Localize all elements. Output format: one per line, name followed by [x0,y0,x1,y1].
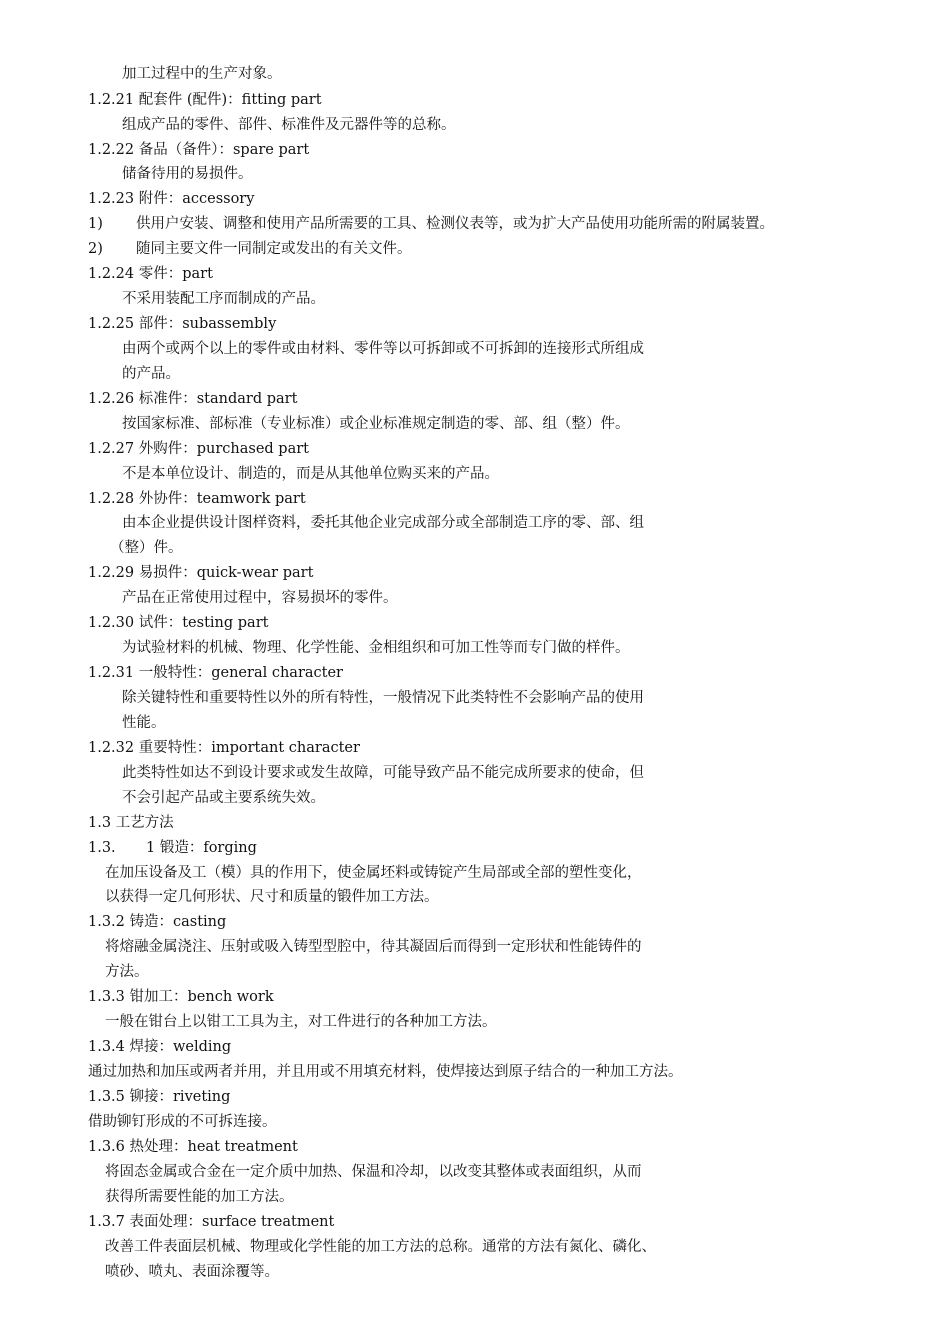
list-item-text: 供用户安装、调整和使用产品所需要的工具、检测仪表等，或为扩大产品使用功能所需的附属装置。 [136,216,774,232]
text-line: 的产品。 [122,366,180,382]
term-heading-text: 1 锻造：forging [146,840,257,856]
term-heading: 1.2.21 配套件 (配件)：fitting part [88,92,322,108]
text-line: 储备待用的易损件。 [122,166,253,182]
text-line: （整）件。 [110,540,183,556]
text-line: 加工过程中的生产对象。 [122,66,282,82]
text-line: 以获得一定几何形状、尺寸和质量的锻件加工方法。 [105,889,439,905]
text-line: 方法。 [105,964,149,980]
list-item-text: 随同主要文件一同制定或发出的有关文件。 [136,241,412,257]
term-heading: 1.2.30 试件：testing part [88,615,269,631]
term-heading [88,839,257,857]
term-number-prefix: 1.3. [88,840,116,856]
text-line: 由两个或两个以上的零件或由材料、零件等以可拆卸或不可拆卸的连接形式所组成 [122,341,644,357]
text-line: 通过加热和加压或两者并用，并且用或不用填充材料，使焊接达到原子结合的一种加工方法。 [88,1064,683,1080]
text-line: 不是本单位设计、制造的，而是从其他单位购买来的产品。 [122,466,499,482]
text-line: 由本企业提供设计图样资料，委托其他企业完成部分或全部制造工序的零、部、组 [122,515,644,531]
text-line: 喷砂、喷丸、表面涂覆等。 [105,1264,279,1280]
section-heading: 1.3 工艺方法 [88,815,174,831]
text-line: 改善工件表面层机械、物理或化学性能的加工方法的总称。通常的方法有氮化、磷化、 [105,1239,656,1255]
text-line: 不会引起产品或主要系统失效。 [122,790,325,806]
term-heading: 1.2.22 备品（备件）：spare part [88,142,310,158]
term-heading: 1.2.29 易损件：quick-wear part [88,565,314,581]
text-line: 组成产品的零件、部件、标准件及元器件等的总称。 [122,117,456,133]
term-heading: 1.2.24 零件：part [88,266,213,282]
text-line: 性能。 [122,715,166,731]
text-line: 此类特性如达不到设计要求或发生故障，可能导致产品不能完成所要求的使命，但 [122,765,644,781]
text-line: 一般在钳台上以钳工工具为主，对工件进行的各种加工方法。 [105,1014,497,1030]
list-item [88,215,774,233]
list-marker: 2) [88,241,103,257]
term-heading: 1.3.2 铸造：casting [88,914,227,930]
text-line: 在加压设备及工（模）具的作用下，使金属坯料或铸锭产生局部或全部的塑性变化， [105,865,642,881]
term-heading: 1.3.3 钳加工：bench work [88,989,274,1005]
term-heading: 1.3.5 铆接：riveting [88,1089,231,1105]
text-line: 获得所需要性能的加工方法。 [105,1189,294,1205]
term-heading: 1.2.23 附件：accessory [88,191,255,207]
text-line: 除关键特性和重要特性以外的所有特性，一般情况下此类特性不会影响产品的使用 [122,690,644,706]
text-line: 将熔融金属浇注、压射或吸入铸型型腔中，待其凝固后而得到一定形状和性能铸件的 [105,939,642,955]
term-heading: 1.2.32 重要特性：important character [88,740,360,756]
text-line: 为试验材料的机械、物理、化学性能、金相组织和可加工性等而专门做的样件。 [122,640,630,656]
text-line: 借助铆钉形成的不可拆连接。 [88,1114,277,1130]
term-heading: 1.3.6 热处理：heat treatment [88,1139,298,1155]
list-item [88,240,412,258]
term-heading: 1.2.26 标准件：standard part [88,391,298,407]
text-line: 不采用装配工序而制成的产品。 [122,291,325,307]
text-line: 产品在正常使用过程中，容易损坏的零件。 [122,590,398,606]
term-heading: 1.2.27 外购件：purchased part [88,441,309,457]
term-heading: 1.2.25 部件：subassembly [88,316,277,332]
text-line: 按国家标准、部标准（专业标准）或企业标准规定制造的零、部、组（整）件。 [122,416,630,432]
list-marker: 1) [88,216,103,232]
term-heading: 1.2.31 一般特性：general character [88,665,343,681]
term-heading: 1.2.28 外协件：teamwork part [88,491,306,507]
term-heading: 1.3.4 焊接：welding [88,1039,232,1055]
text-line: 将固态金属或合金在一定介质中加热、保温和冷却，以改变其整体或表面组织，从而 [105,1164,642,1180]
term-heading: 1.3.7 表面处理：surface treatment [88,1214,335,1230]
